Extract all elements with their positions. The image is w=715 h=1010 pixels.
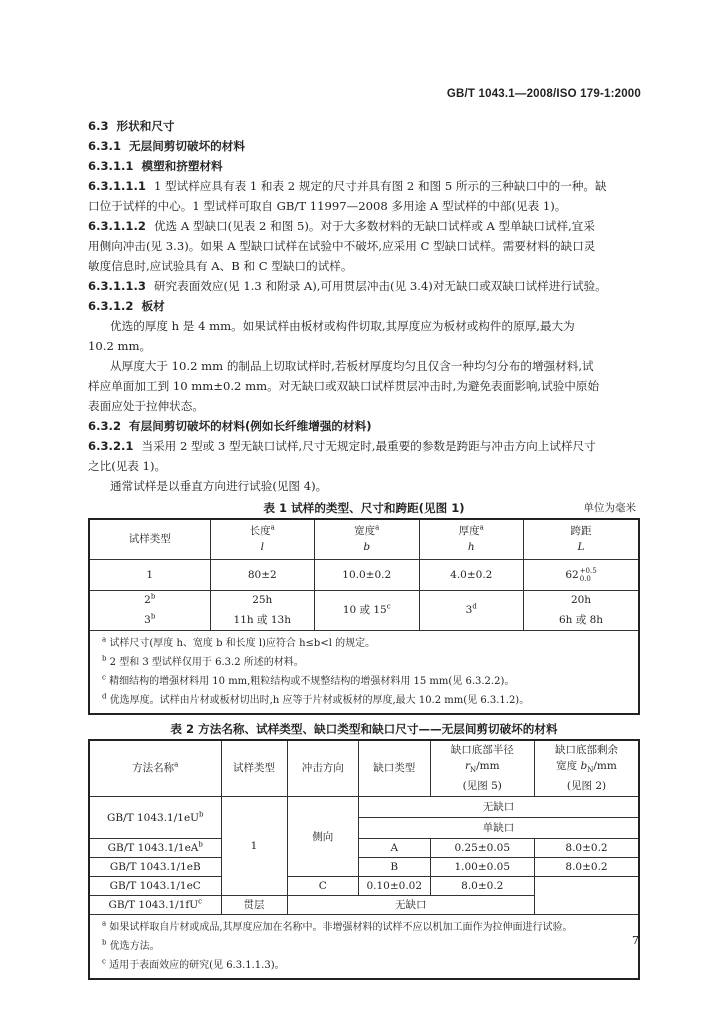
plate-paragraph-2-cont2: 表面应处于拉伸状态。 xyxy=(88,399,204,413)
clause-6-3-1-1-3: 6.3.1.1.3 研究表面效应(见 1.3 和附录 A),可用贯层冲击(见 3.4)对无缺口或双缺口试样进行试验。 xyxy=(88,279,607,293)
section-6-3-1-2-heading: 6.3.1.2 板材 xyxy=(88,299,165,313)
table1-row-type3: 3$^b$ 11h 或 13h 6h 或 8h xyxy=(89,610,639,630)
table1-notes: $^a$ 试样尺寸(厚度 h、宽度 b 和长度 l)应符合 h≤b<l 的规定。 $^b$ 2 型和 3 型试样仅用于 6.3.2 所述的材料。 $^c$ 精细结构的增强材料用 10 mm,粗粒结构或不规整结构的增强材料用 15 mm(见 6.3.2.2)。 $^d$ 优选厚度。试样由片材或板材切出时,h 应等于片材或板材的厚度,最大 10.2 mm(见 6.3.1.2)。 xyxy=(89,630,639,714)
plate-paragraph-1-cont: 10.2 mm。 xyxy=(88,339,152,353)
table2-specimen-type: 1 xyxy=(221,797,287,896)
clause-6-3-1-1-2-cont2: 敏度信息时,应试验具有 A、B 和 C 型缺口的试样。 xyxy=(88,259,353,273)
table1-row-type2: 2$^b$ 25h 10 或 15$^c$ 3$^d$ 20h xyxy=(89,590,639,610)
table2-header-radius: 缺口底部半径 $r_N/mm$ (见图 5) xyxy=(430,740,535,797)
table1-header-span: 跨距 L xyxy=(524,519,640,559)
table2-header-type: 试样类型 xyxy=(221,740,287,797)
table1 xyxy=(88,518,640,715)
table2-header-width: 缺口底部剩余 宽度 $b_N/mm$ (见图 2) xyxy=(535,740,640,797)
table2-row-1eC: GB/T 1043.1/1eC C 0.10±0.02 8.0±0.2 xyxy=(89,877,639,896)
section-6-3-heading: 6.3 形状和尺寸 xyxy=(88,119,175,133)
plate-paragraph-2-cont1: 样应单面加工到 10 mm±0.2 mm。对无缺口或双缺口试样贯层冲击时,为避免表面影响,试验中原始 xyxy=(88,379,600,393)
table2-row-1eU-b: 单缺口 xyxy=(89,818,639,839)
section-6-3-2-heading: 6.3.2 有层间剪切破坏的材料(例如长纤维增强的材料) xyxy=(88,419,372,433)
table2-header-direction: 冲击方向 xyxy=(287,740,359,797)
clause-6-3-2-1-cont: 之比(见表 1)。 xyxy=(88,459,167,473)
plate-paragraph-1: 优选的厚度 h 是 4 mm。如果试样由板材或构件切取,其厚度应为板材或构件的原厚,最大为 xyxy=(110,319,575,333)
section-6-3-1-1-heading: 6.3.1.1 模塑和挤塑材料 xyxy=(88,159,223,173)
table2-header-method: 方法名称$^a$ xyxy=(89,740,221,797)
table2-notes-row xyxy=(89,915,639,980)
table2-row-1eB: GB/T 1043.1/1eB B 1.00±0.05 8.0±0.2 xyxy=(89,858,639,877)
clause-6-3-2-1: 6.3.2.1 当采用 2 型或 3 型无缺口试样,尺寸无规定时,最重要的参数是跨距与冲击方向上试样尺寸 xyxy=(88,439,596,453)
clause-6-3-1-1-2-cont1: 用侧向冲击(见 3.3)。如果 A 型缺口试样在试验中不破坏,应采用 C 型缺口试样。需要材料的缺口灵 xyxy=(88,239,596,253)
table2-header-notch: 缺口类型 xyxy=(359,740,431,797)
plate-paragraph-2: 从厚度大于 10.2 mm 的制品上切取试样时,若板材厚度均匀且仅含一种均匀分布的增强材料,试 xyxy=(110,359,594,373)
table2-caption: 表 2 方法名称、试样类型、缺口类型和缺口尺寸——无层间剪切破坏的材料 xyxy=(170,721,558,736)
table2-header-row xyxy=(89,740,639,797)
table1-row-type1: 1 80±2 10.0±0.2 4.0±0.2 62+0.5 0.0 xyxy=(89,559,639,590)
table1-header-type: 试样类型 xyxy=(89,519,210,559)
table1-caption: 表 1 试样的类型、尺寸和跨距(见图 1) 单位为毫米 xyxy=(88,498,640,518)
table2-row-1eU-a: GB/T $1043.1/1eU^b$ 1 侧向 无缺口 xyxy=(89,797,639,818)
table1-header-thickness: 厚度$^a$ h xyxy=(419,519,524,559)
table1-header-length: 长度$^a$ l xyxy=(210,519,315,559)
clause-6-3-1-1-1-cont: 口位于试样的中心。1 型试样可取自 GB/T 11997—2008 多用途 A 型试样的中部(见表 1)。 xyxy=(88,199,567,213)
clause-6-3-1-1-2: 6.3.1.1.2 优选 A 型缺口(见表 2 和图 5)。对于大多数材料的无缺口试样或 A 型单缺口试样,宜采 xyxy=(88,219,595,233)
standard-code-header: GB/T 1043.1—2008/ISO 179-1:2000 xyxy=(446,88,641,100)
clause-6-3-1-1-1: 6.3.1.1.1 1 型试样应具有表 1 和表 2 规定的尺寸并具有图 2 和图 5 所示的三种缺口中的一种。缺 xyxy=(88,179,607,193)
clause-6-3-2-1-para2: 通常试样是以垂直方向进行试验(见图 4)。 xyxy=(110,479,328,493)
page-content xyxy=(88,116,640,980)
table1-span-type1: 62+0.5 0.0 xyxy=(524,559,640,590)
table2 xyxy=(88,739,640,981)
section-6-3-1-heading: 6.3.1 无层间剪切破坏的材料 xyxy=(88,139,245,153)
table2-row-1eA: GB/T $1043.1/1eA^b$ A 0.25±0.05 8.0±0.2 xyxy=(89,839,639,858)
table1-notes-row xyxy=(89,630,639,714)
table2-row-1fU: GB/T $1043.1/1fU^c$ 贯层 无缺口 xyxy=(89,896,639,915)
table2-edgewise: 侧向 xyxy=(287,797,359,877)
table1-unit: 单位为毫米 xyxy=(583,502,636,514)
table1-header-row xyxy=(89,519,639,559)
table2-notes: $^a$ 如果试样取自片材或成品,其厚度应加在名称中。非增强材料的试样不应以机加工面作为拉伸面进行试验。 $^b$ 优选方法。 $^c$ 适用于表面效应的研究(见 6.3.1.1.3)。 xyxy=(89,915,639,980)
page-number: 7 xyxy=(632,934,639,947)
table1-header-width: 宽度$^a$ b xyxy=(315,519,420,559)
